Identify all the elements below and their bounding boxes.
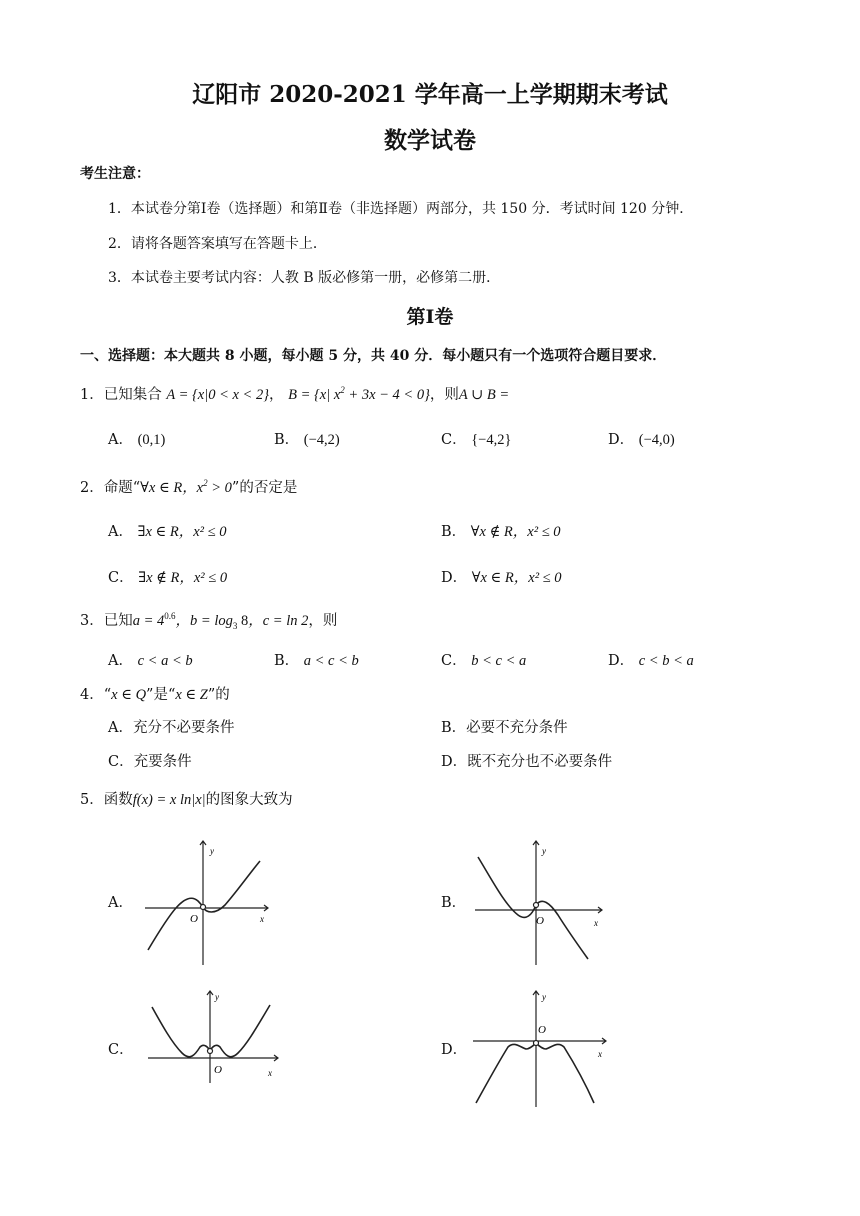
membership-q: x ∈ Q [111, 687, 147, 703]
option-label: A． [108, 653, 133, 669]
union-expression: A ∪ B = [458, 387, 510, 403]
option-value: 必要不充分条件 [466, 720, 568, 736]
question-number: 3． [80, 613, 104, 629]
option-label: A． [108, 432, 133, 448]
option-value: ∀x ∈ R，x² ≤ 0 [471, 570, 562, 586]
graph-b [470, 835, 610, 970]
option-d[interactable] [441, 1038, 467, 1059]
y-axis-label: y [542, 846, 546, 856]
option-d[interactable] [441, 750, 612, 771]
exponent: 0.6 [164, 611, 176, 622]
option-label: C． [108, 1042, 134, 1058]
x-axis-label: x [594, 918, 598, 928]
question-number: 5． [80, 792, 104, 808]
origin-label: O [214, 1064, 222, 1076]
set-a: A = {x|0 < x < 2} [166, 387, 269, 403]
option-label: B． [441, 524, 467, 540]
origin-hole [534, 1041, 539, 1046]
question-text: 已知集合 [103, 387, 162, 403]
exponent: 2 [340, 385, 345, 396]
option-label: D． [441, 570, 468, 586]
option-label: A． [108, 720, 133, 736]
x-axis-label: x [598, 1049, 602, 1059]
question-number: 1． [80, 387, 104, 403]
option-b[interactable] [274, 428, 340, 449]
question-text: 已知 [103, 613, 133, 629]
option-label: A． [108, 895, 133, 911]
function-expression: f(x) = x ln|x| [132, 792, 206, 808]
option-label: C． [108, 754, 134, 770]
question-text: ，则 [308, 613, 338, 629]
option-label: D． [441, 1042, 468, 1058]
option-label: B． [274, 432, 300, 448]
option-label: B． [441, 720, 467, 736]
option-value: ∃x ∈ R，x² ≤ 0 [137, 524, 227, 540]
quantifier-expression: ，x [182, 480, 204, 496]
option-value: ∀x ∉ R，x² ≤ 0 [470, 524, 561, 540]
option-label: C． [441, 653, 467, 669]
question-1 [80, 383, 509, 404]
question-text: ”的否定是 [231, 480, 298, 496]
x-axis-label: x [268, 1068, 272, 1078]
y-axis-label: y [210, 846, 214, 856]
option-b[interactable] [441, 520, 561, 541]
option-d[interactable] [608, 428, 675, 449]
question-number: 4． [80, 687, 104, 703]
question-5 [80, 788, 293, 809]
option-c[interactable] [441, 649, 526, 670]
value-b: ，b = log [175, 613, 233, 629]
option-label: D． [441, 754, 468, 770]
notice-item: 2．请将各题答案填写在答题卡上． [108, 236, 327, 252]
option-c[interactable] [108, 566, 227, 587]
option-a[interactable] [108, 891, 133, 912]
option-label: B． [274, 653, 300, 669]
option-b[interactable] [274, 649, 359, 670]
question-text: 函数 [103, 792, 133, 808]
option-label: B． [441, 895, 467, 911]
option-value: b < c < a [471, 653, 527, 669]
option-b[interactable] [441, 891, 466, 912]
option-label: A． [108, 524, 133, 540]
set-b-head: B = {x| x [288, 387, 341, 403]
part-heading: 一、选择题：本大题共 8 小题，每小题 5 分，共 40 分．每小题只有一个选项符合题目要求． [80, 348, 667, 364]
origin-label: O [536, 915, 544, 927]
log-base: 3 [232, 620, 238, 631]
option-value: c < a < b [137, 653, 193, 669]
quantifier-expression: > 0 [207, 480, 232, 496]
origin-hole [208, 1049, 213, 1054]
option-value: 充分不必要条件 [132, 720, 235, 736]
option-value: c < b < a [638, 653, 694, 669]
option-c[interactable] [108, 1038, 134, 1059]
y-axis-label: y [215, 992, 219, 1002]
question-text: “ [103, 687, 112, 703]
option-label: C． [108, 570, 134, 586]
exam-title: 辽阳市 2020-2021 学年高一上学期期末考试 [192, 81, 668, 108]
question-3 [80, 609, 337, 631]
log-argument: 8 [237, 613, 249, 629]
option-label: C． [441, 432, 467, 448]
graph-c [140, 985, 285, 1085]
option-label: D． [608, 432, 635, 448]
graph-a [140, 835, 280, 970]
quantifier-expression: ∀x ∈ R [140, 480, 183, 496]
question-4 [80, 683, 230, 704]
origin-hole [534, 903, 539, 908]
option-value: (0,1) [137, 432, 166, 448]
option-b[interactable] [441, 716, 568, 737]
notice-heading: 考生注意： [80, 166, 150, 182]
option-value: (−4,0) [638, 432, 675, 448]
notice-item: 3．本试卷主要考试内容：人教 B 版必修第一册，必修第二册． [108, 270, 501, 286]
origin-label: O [190, 913, 198, 925]
option-c[interactable] [108, 750, 192, 771]
graph-d [468, 985, 613, 1110]
option-value: (−4,2) [303, 432, 340, 448]
question-text: ”是“ [146, 687, 176, 703]
exponent: 2 [203, 478, 208, 489]
option-d[interactable] [608, 649, 694, 670]
option-c[interactable] [441, 428, 511, 449]
section-title: 第Ⅰ卷 [406, 306, 454, 328]
option-value: a < c < b [303, 653, 359, 669]
y-axis-label: y [542, 992, 546, 1002]
origin-label: O [538, 1024, 546, 1036]
set-b [288, 387, 430, 403]
question-text: 命题“ [103, 480, 141, 496]
function-curve [478, 857, 588, 959]
set-b-tail: + 3x − 4 < 0} [344, 387, 430, 403]
function-curve [476, 1043, 594, 1103]
origin-hole [201, 905, 206, 910]
option-value: 既不充分也不必要条件 [467, 754, 613, 770]
option-a[interactable] [108, 520, 226, 541]
x-axis-label: x [260, 914, 264, 924]
exam-subtitle: 数学试卷 [384, 127, 476, 154]
question-text: ”的 [207, 687, 230, 703]
option-value: 充要条件 [133, 754, 192, 770]
value-a: a = 4 [132, 613, 165, 629]
question-text: 的图象大致为 [205, 792, 293, 808]
question-2 [80, 476, 297, 497]
option-a[interactable] [108, 428, 165, 449]
membership-z: x ∈ Z [175, 687, 208, 703]
separator: ， [269, 387, 284, 403]
question-number: 2． [80, 480, 104, 496]
option-d[interactable] [441, 566, 562, 587]
option-a[interactable] [108, 716, 234, 737]
value-c: ，c = ln 2 [248, 613, 309, 629]
option-a[interactable] [108, 649, 193, 670]
option-value: {−4,2} [471, 432, 512, 448]
notice-item: 1．本试卷分第Ⅰ卷（选择题）和第Ⅱ卷（非选择题）两部分，共 150 分．考试时间 120 分钟． [108, 201, 694, 217]
option-value: ∃x ∉ R，x² ≤ 0 [138, 570, 228, 586]
question-text: ，则 [429, 387, 459, 403]
option-label: D． [608, 653, 635, 669]
